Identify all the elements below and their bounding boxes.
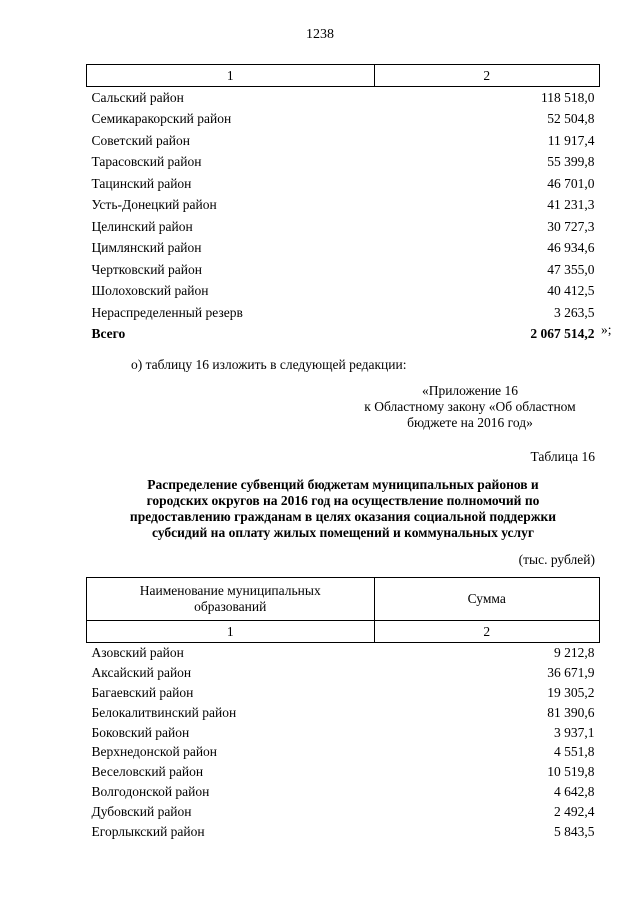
table-row: Волгодонской район 4 642,8 — [91, 784, 595, 800]
table-row: Верхнедонской район 4 551,8 — [91, 744, 595, 760]
column-header-name: Наименование муниципальных образований — [87, 578, 375, 621]
page-number: 1238 — [306, 27, 334, 42]
table-row: Азовский район 9 212,8 — [91, 644, 595, 660]
table-row: Семикаракорский район 52 504,8 — [91, 111, 595, 127]
column-number-2: 2 — [374, 621, 600, 643]
table-row: Аксайский район 36 671,9 — [91, 664, 595, 680]
table-title: Распределение субвенций бюджетам муниципальных районов и городских округов на 2016 год на осуществление полномочий по предоставлению гражданам в целях оказания социальной поддержки субсидий на оплату жилых помещений и коммунальных услуг — [129, 477, 557, 540]
column-number-1: 1 — [87, 65, 375, 87]
table-row: Веселовский район 10 519,8 — [91, 764, 595, 780]
subvention-table — [86, 577, 600, 842]
table-header-row — [87, 65, 600, 87]
column-number-1: 1 — [87, 621, 375, 643]
table-row: Чертковский район 47 355,0 — [91, 261, 595, 277]
total-value: 2 067 514,2 — [530, 326, 595, 342]
table-row: Нераспределенный резерв 3 263,5 — [91, 304, 595, 320]
table-label: Таблица 16 — [530, 449, 595, 464]
table-row: Цимлянский район 46 934,6 — [91, 240, 595, 256]
table-row: Тарасовский район 55 399,8 — [91, 154, 595, 170]
table-row: Целинский район 30 727,3 — [91, 218, 595, 234]
table-row: Дубовский район 2 492,4 — [91, 804, 595, 820]
total-row — [87, 324, 600, 346]
table-header-row — [87, 578, 600, 621]
appendix-reference: «Приложение 16 к Областному закону «Об областном бюджете на 2016 год» — [364, 383, 576, 430]
column-header-sum: Сумма — [374, 578, 600, 621]
table-row: Багаевский район 19 305,2 — [91, 684, 595, 700]
column-number-2: 2 — [374, 65, 599, 87]
table-row: Егорлыкский район 5 843,5 — [91, 823, 595, 839]
table-row: Советский район 11 917,4 — [91, 132, 595, 148]
total-label: Всего — [91, 326, 126, 342]
table-continuation — [86, 64, 600, 345]
table-row: Шолоховский район 40 412,5 — [91, 283, 595, 299]
column-number-row — [87, 621, 600, 643]
table-row: Белокалитвинский район 81 390,6 — [91, 704, 595, 720]
table-row: Боковский район 3 937,1 — [91, 724, 595, 740]
unit-label: (тыс. рублей) — [518, 552, 595, 567]
table-row: Тацинский район 46 701,0 — [91, 175, 595, 191]
table-row: Усть-Донецкий район 41 231,3 — [91, 197, 595, 213]
table-row: Сальский район 118 518,0 — [91, 89, 595, 105]
closing-quote: »; — [601, 322, 612, 337]
amendment-paragraph: о) таблицу 16 изложить в следующей редакции: — [131, 357, 407, 372]
